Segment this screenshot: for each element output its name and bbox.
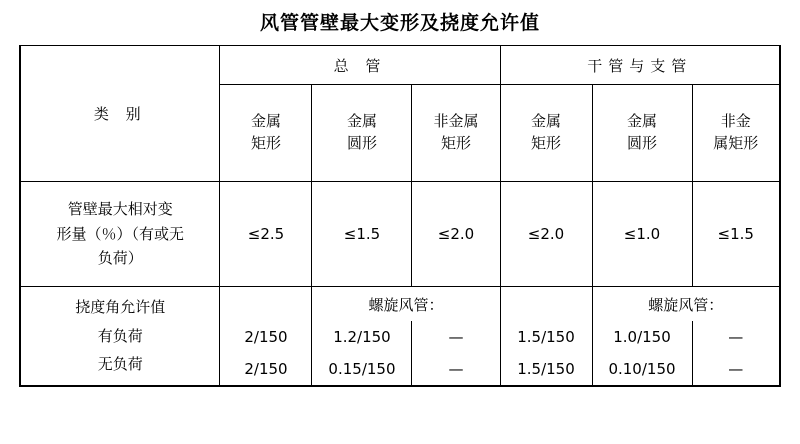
header-sub-nonmetal-rect-branch — [692, 85, 780, 182]
cell-value: — — [412, 353, 500, 386]
table-header-group-row — [20, 46, 780, 85]
header-sub-line: 金属 — [250, 112, 281, 131]
header-sub-line: 圆形 — [626, 134, 657, 152]
deflection-angle-title: 挠度角允许值 — [75, 298, 166, 317]
header-sub-line: 矩形 — [440, 134, 471, 152]
cell-value: 0.10/150 — [592, 353, 692, 386]
table-row — [20, 182, 780, 287]
header-sub-line: 非金属 — [433, 112, 479, 131]
header-group-branch-duct: 干管与支管 — [500, 46, 780, 85]
cell-value: ≤2.5 — [220, 182, 312, 287]
cell-value: ≤2.0 — [412, 182, 500, 287]
header-sub-metal-round-branch — [592, 85, 692, 182]
header-sub-metal-round-main — [312, 85, 412, 182]
spiral-note-main: 螺旋风管： — [312, 287, 500, 322]
cell-value: ≤1.5 — [312, 182, 412, 287]
page-title: 风管管壁最大变形及挠度允许值 — [259, 12, 540, 34]
header-sub-line: 圆形 — [346, 134, 377, 152]
cell-value: 2/150 — [220, 353, 312, 386]
cell-value: 0.15/150 — [312, 353, 412, 386]
header-category: 类 别 — [20, 46, 220, 182]
cell-value: 1.5/150 — [500, 321, 592, 353]
cell-value: — — [692, 353, 780, 386]
cell-value: 1.0/150 — [592, 321, 692, 353]
header-group-main-duct: 总 管 — [220, 46, 500, 85]
cell-value: ≤1.5 — [692, 182, 780, 287]
cell-value: 2/150 — [220, 321, 312, 353]
header-sub-line: 金属 — [626, 112, 657, 131]
header-sub-line: 矩形 — [250, 134, 281, 152]
table-row-spiral-note — [20, 287, 780, 322]
cell-value: ≤1.0 — [592, 182, 692, 287]
header-sub-line: 非金 — [720, 112, 751, 131]
header-sub-metal-rect-branch — [500, 85, 592, 182]
deflection-sub-label-loaded: 有负荷 — [97, 326, 143, 345]
cell-value: — — [412, 321, 500, 353]
header-sub-line: 金属 — [530, 112, 561, 131]
header-sub-nonmetal-rect-main — [412, 85, 500, 182]
spiral-note-spacer-mid — [500, 287, 592, 322]
spiral-note-spacer-left — [220, 287, 312, 322]
row-label-line: 管壁最大相对变 — [67, 199, 173, 218]
header-sub-line: 矩形 — [530, 134, 561, 152]
cell-value: 1.5/150 — [500, 353, 592, 386]
row-label-line: 形量（％）（有或无 — [56, 224, 184, 243]
row-label-line: 负荷） — [97, 249, 143, 268]
row-label-deflection-angle — [20, 287, 220, 387]
cell-value: 1.2/150 — [312, 321, 412, 353]
spiral-note-branch: 螺旋风管： — [592, 287, 780, 322]
cell-value: ≤2.0 — [500, 182, 592, 287]
deflection-sub-label-unloaded: 无负荷 — [97, 355, 143, 374]
header-sub-line: 属矩形 — [713, 134, 759, 152]
specification-table — [19, 45, 781, 387]
header-sub-line: 金属 — [346, 112, 377, 131]
row-label-max-deformation — [20, 182, 220, 287]
header-sub-metal-rect-main — [220, 85, 312, 182]
cell-value: — — [692, 321, 780, 353]
